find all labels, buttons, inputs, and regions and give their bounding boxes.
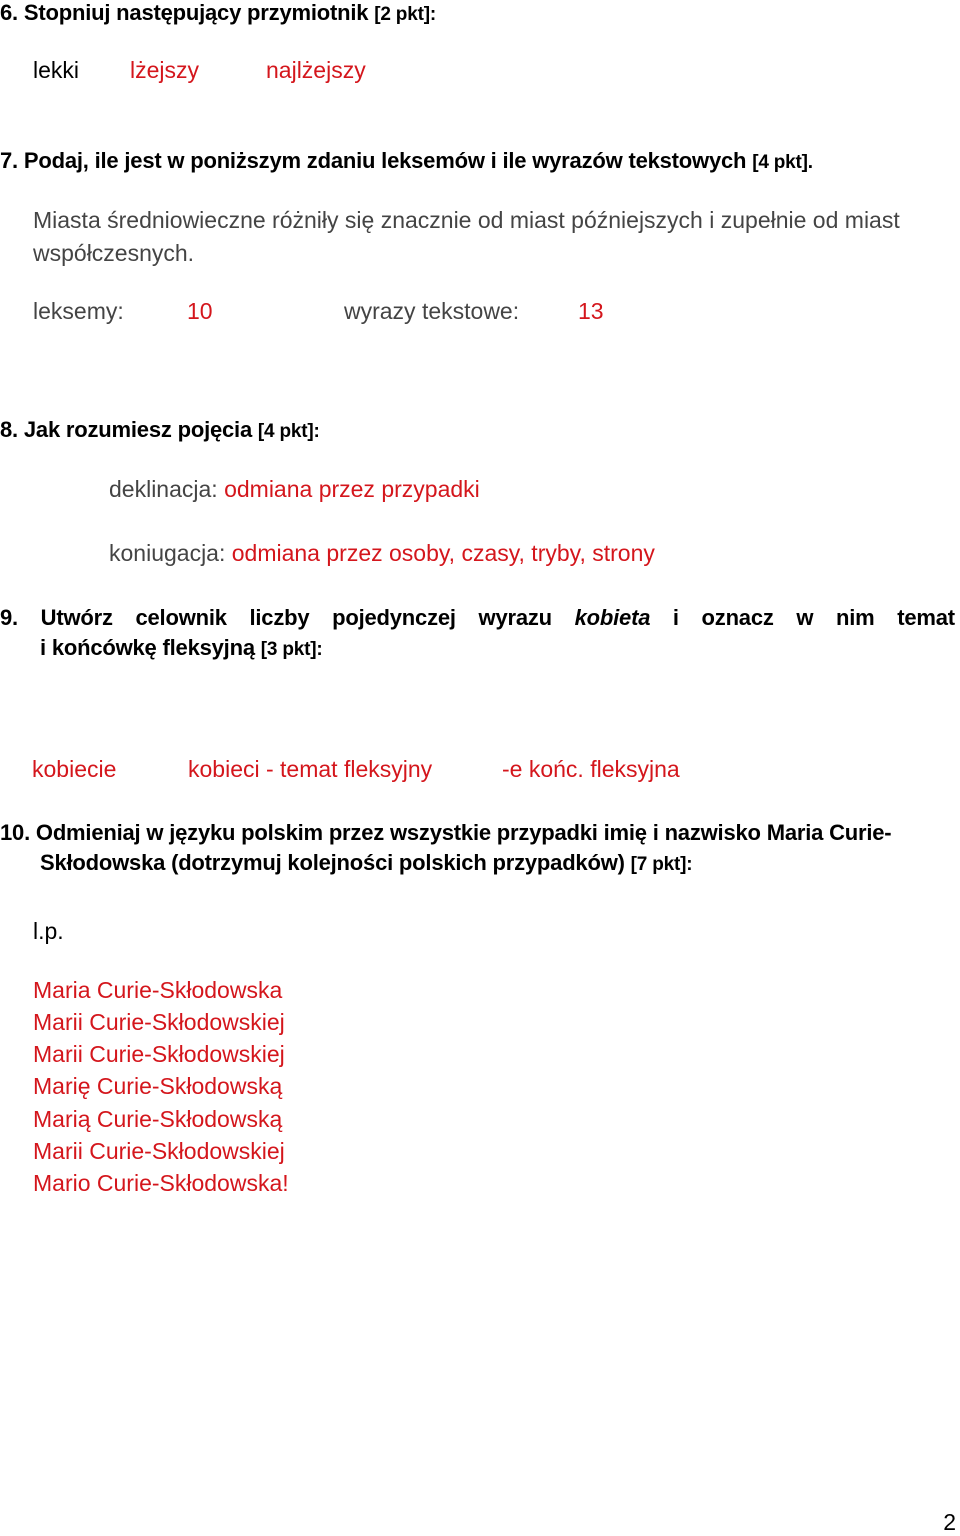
case-locative: Marii Curie-Skłodowskiej: [33, 1138, 285, 1164]
question-points: [7 pkt]:: [630, 854, 693, 875]
question-word: w: [796, 605, 814, 630]
question-number: 8.: [0, 417, 18, 442]
term-label: koniugacja:: [109, 540, 226, 566]
degree-comparative: lżejszy: [130, 57, 200, 83]
inflectional-stem: kobieci - temat fleksyjny: [188, 756, 433, 782]
page-number: 2: [943, 1509, 956, 1535]
question-number: 6.: [0, 0, 18, 25]
degree-superlative: najlżejszy: [266, 57, 366, 83]
case-vocative: Mario Curie-Skłodowska!: [33, 1170, 289, 1196]
question-text: Odmieniaj w języku polskim przez wszystkie przypadki imię i nazwisko Maria Curie-: [35, 820, 892, 845]
sentence-line-2: współczesnych.: [33, 240, 195, 266]
question-10-line-1: [0, 820, 891, 846]
case-nominative: Maria Curie-Skłodowska: [33, 977, 283, 1003]
case-instrumental: Marią Curie-Skłodowską: [33, 1106, 283, 1132]
question-word: oznacz: [701, 605, 774, 630]
degree-base: lekki: [33, 57, 80, 83]
question-word: Utwórz: [40, 605, 113, 630]
question-word: celownik: [135, 605, 227, 630]
question-points: [2 pkt]:: [374, 4, 436, 25]
term-conjugation: [109, 540, 655, 567]
question-word-emphasis: kobieta: [574, 605, 651, 630]
question-word: temat: [897, 605, 955, 630]
question-number: 7.: [0, 148, 18, 173]
question-7-heading: [0, 148, 813, 174]
question-word: i: [672, 605, 679, 630]
inflectional-ending: -e końc. fleksyjna: [502, 756, 680, 782]
question-text: Podaj, ile jest w poniższym zdaniu leksemów i ile wyrazów tekstowych: [23, 148, 747, 173]
case-dative: Marii Curie-Skłodowskiej: [33, 1041, 285, 1067]
lexemes-value: 10: [187, 298, 213, 324]
question-word: nim: [835, 605, 875, 630]
term-declension: [109, 476, 480, 503]
term-answer: odmiana przez osoby, czasy, tryby, strony: [231, 540, 655, 566]
question-text: i końcówkę fleksyjną: [40, 635, 255, 660]
text-words-value: 13: [578, 298, 604, 324]
question-points: [4 pkt].: [752, 152, 813, 173]
lexemes-label: leksemy:: [33, 298, 124, 324]
number-label: l.p.: [33, 918, 64, 944]
case-accusative: Marię Curie-Skłodowską: [33, 1073, 283, 1099]
question-9-line-1: [0, 605, 955, 631]
dative-form: kobiecie: [32, 756, 117, 782]
question-6-heading: [0, 0, 436, 26]
question-8-heading: [0, 417, 320, 443]
question-text: Skłodowska (dotrzymuj kolejności polskich przypadków): [40, 850, 625, 875]
question-word: pojedynczej: [332, 605, 456, 630]
question-number: 10.: [0, 820, 30, 845]
term-label: deklinacja:: [109, 476, 218, 502]
question-points: [3 pkt]:: [260, 639, 323, 660]
text-words-label: wyrazy tekstowe:: [344, 298, 520, 324]
question-points: [4 pkt]:: [257, 421, 320, 442]
case-genitive: Marii Curie-Skłodowskiej: [33, 1009, 285, 1035]
sentence-line-1: Miasta średniowieczne różniły się znacznie od miast późniejszych i zupełnie od miast: [33, 207, 900, 233]
question-text: Jak rozumiesz pojęcia: [23, 417, 252, 442]
question-10-heading: [0, 820, 891, 876]
question-9-line-2: [0, 635, 955, 661]
question-text: Stopniuj następujący przymiotnik: [23, 0, 369, 25]
question-number: 9.: [0, 605, 18, 630]
question-9-heading: [0, 605, 955, 661]
term-answer: odmiana przez przypadki: [224, 476, 480, 502]
question-word: liczby: [249, 605, 310, 630]
question-10-line-2: [0, 850, 891, 876]
question-word: wyrazu: [478, 605, 552, 630]
